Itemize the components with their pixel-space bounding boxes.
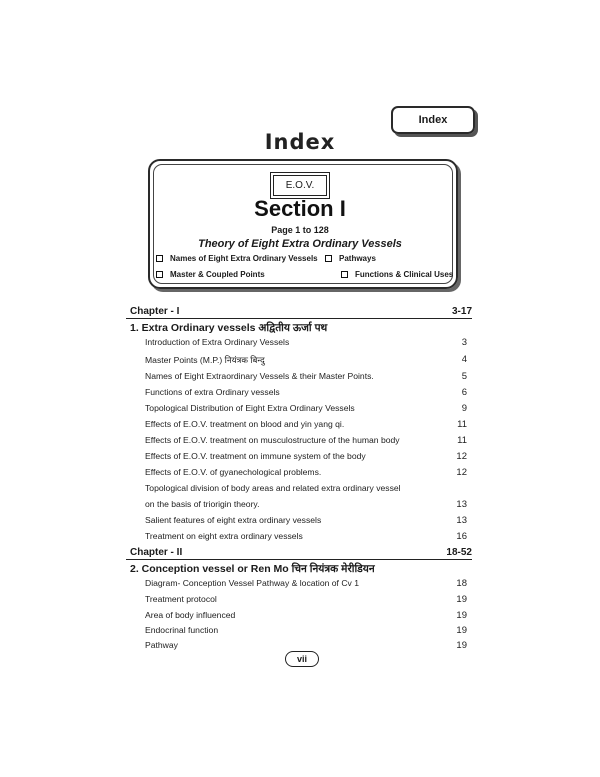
entry-page: 19 xyxy=(456,610,467,621)
page-number xyxy=(285,651,319,667)
entry-text: Endocrinal function xyxy=(145,625,219,635)
toc-entry xyxy=(145,419,467,429)
entry-text: Functions of extra Ordinary vessels xyxy=(145,387,280,397)
entry-text: Treatment on eight extra ordinary vessels xyxy=(145,531,303,541)
entry-text: Master Points (M.P.) नियंत्रक बिन्दु xyxy=(145,355,265,365)
chapter-header xyxy=(130,306,472,317)
checkbox-icon xyxy=(156,255,163,262)
entry-page: 19 xyxy=(456,640,467,651)
entry-page: 19 xyxy=(456,625,467,636)
chapter-heading: 1. Extra Ordinary vessels अद्वितीय ऊर्जा पथ xyxy=(130,322,328,334)
entry-text: Effects of E.O.V. of gyanechological problems. xyxy=(145,467,322,477)
page-number-label: vii xyxy=(296,654,307,664)
entry-text: Names of Eight Extraordinary Vessels & their Master Points. xyxy=(145,371,374,381)
page-title: Index xyxy=(264,130,336,154)
chapter-heading: 2. Conception vessel or Ren Mo चिन नियंत्रक मेरीडियन xyxy=(130,563,375,575)
entry-text: on the basis of triorigin theory. xyxy=(145,499,260,509)
topic-label: Master & Coupled Points xyxy=(170,270,265,279)
chapter-pages: 18-52 xyxy=(446,547,472,558)
toc-entry xyxy=(145,594,467,604)
toc-entry xyxy=(145,483,467,493)
entry-page: 13 xyxy=(456,499,467,510)
entry-page: 12 xyxy=(456,451,467,462)
topic-item xyxy=(341,270,453,279)
chapter-rule xyxy=(126,318,472,319)
section-heading: Section I xyxy=(254,196,346,221)
entry-text: Topological Distribution of Eight Extra Ordinary Vessels xyxy=(145,403,355,413)
entry-page: 11 xyxy=(457,419,467,430)
toc-entry xyxy=(145,435,467,445)
entry-page: 6 xyxy=(461,387,467,398)
toc-entry xyxy=(145,610,467,620)
toc-entry xyxy=(145,499,467,509)
entry-page: 5 xyxy=(461,371,467,382)
entry-text: Pathway xyxy=(145,640,178,650)
index-tab-label: Index xyxy=(418,114,448,126)
entry-page: 11 xyxy=(457,435,467,446)
entry-page: 4 xyxy=(461,354,467,365)
entry-text: Effects of E.O.V. treatment on musculostructure of the human body xyxy=(145,435,400,445)
checkbox-icon xyxy=(341,271,348,278)
topic-label: Pathways xyxy=(339,254,376,263)
toc-entry xyxy=(145,625,467,635)
topic-label: Functions & Clinical Uses xyxy=(355,270,454,279)
topic-item xyxy=(156,254,318,263)
chapter-header xyxy=(130,547,472,558)
entry-text: Topological division of body areas and related extra ordinary vessel xyxy=(145,483,401,493)
entry-page: 19 xyxy=(456,594,467,605)
entry-page: 3 xyxy=(461,337,467,348)
toc-entry xyxy=(145,467,467,477)
toc-entry xyxy=(145,371,467,381)
entry-text: Effects of E.O.V. treatment on immune system of the body xyxy=(145,451,366,461)
checkbox-icon xyxy=(325,255,332,262)
topic-item xyxy=(156,270,265,279)
toc-entry xyxy=(145,387,467,397)
entry-page: 9 xyxy=(461,403,467,414)
entry-page: 18 xyxy=(456,578,467,589)
toc-entry xyxy=(145,531,467,541)
entry-text: Salient features of eight extra ordinary vessels xyxy=(145,515,322,525)
checkbox-icon xyxy=(156,271,163,278)
entry-text: Effects of E.O.V. treatment on blood and yin yang qi. xyxy=(145,419,345,429)
chapter-rule xyxy=(126,559,472,560)
toc-entry xyxy=(145,515,467,525)
chapter-pages: 3-17 xyxy=(451,306,472,317)
toc-entry xyxy=(145,451,467,461)
section-code: E.O.V. xyxy=(273,175,327,196)
toc-entry xyxy=(145,403,467,413)
chapter-label: Chapter - II xyxy=(130,547,183,558)
entry-page: 13 xyxy=(456,515,467,526)
toc-entry xyxy=(145,337,467,347)
entry-text: Introduction of Extra Ordinary Vessels xyxy=(145,337,290,347)
toc-entry xyxy=(145,578,467,588)
toc-entry xyxy=(145,354,467,366)
entry-page: 16 xyxy=(456,531,467,542)
entry-text: Treatment protocol xyxy=(145,594,217,604)
chapter-label: Chapter - I xyxy=(130,306,180,317)
entry-text: Area of body influenced xyxy=(145,610,236,620)
toc-entry xyxy=(145,640,467,650)
topic-label: Names of Eight Extra Ordinary Vessels xyxy=(170,254,318,263)
topic-item xyxy=(325,254,376,263)
section-theory: Theory of Eight Extra Ordinary Vessels xyxy=(198,238,402,250)
section-page-range: Page 1 to 128 xyxy=(271,225,329,235)
entry-page: 12 xyxy=(456,467,467,478)
entry-text: Diagram- Conception Vessel Pathway & location of Cv 1 xyxy=(145,578,359,588)
